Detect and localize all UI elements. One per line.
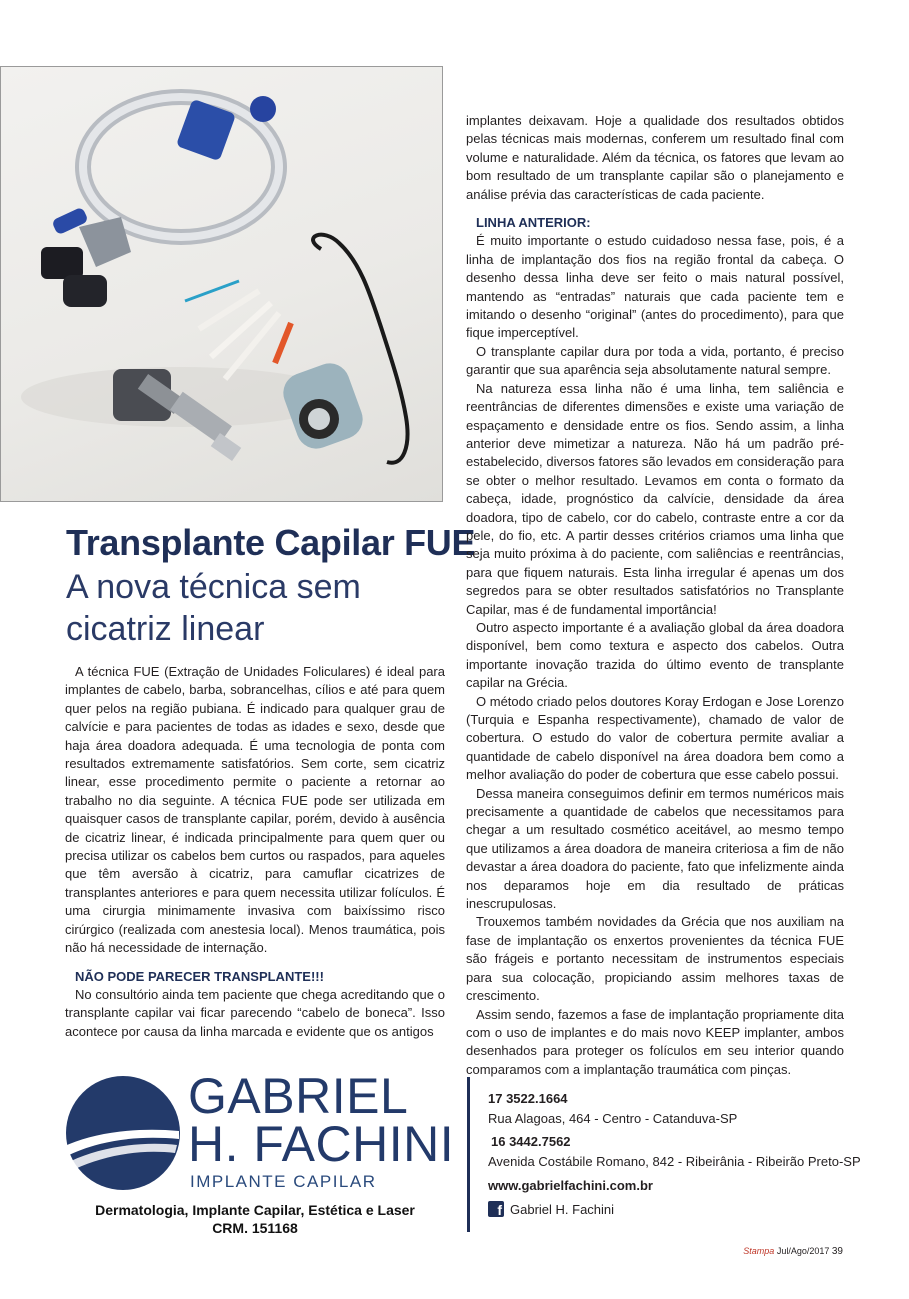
phone-2: 16 3442.7562 bbox=[491, 1134, 571, 1149]
divider bbox=[467, 1077, 470, 1232]
crm-number: CRM. 151168 bbox=[212, 1220, 298, 1236]
article-title: Transplante Capilar FUE bbox=[66, 522, 476, 563]
website-link[interactable]: www.gabrielfachini.com.br bbox=[488, 1178, 653, 1193]
paragraph: Dessa maneira conseguimos definir em termos numéricos mais precisamente a quantidade de cabelos que necessitamos para chegar a um resultado cosmético aceitável, ao mesmo tempo que utilizamos a área doadora de maneira criteriosa a fim de não devastar a área doadora do paciente, fato que infelizmente ainda nos deparamos hoje em dia resultado de práticas inescrupulosas. bbox=[466, 785, 844, 912]
page-folio bbox=[743, 1246, 843, 1257]
paragraph: Na natureza essa linha não é uma linha, tem saliência e reentrâncias de diferentes dimensões e existe uma variação de espaçamento e densidade entre os fios. Sendo assim, a linha anterior deve mimetizar a natureza. Não há um padrão pré-estabelecido, diversos fatores são levados em consideração para se obter o melhor resultado. Levamos em conta o formato da cabeça, idade, prognóstico da calvície, densidade da área doadora, tipo de cabelo, cor do cabelo, contraste entre a cor da pele, do fio, etc. A partir desses critérios criamos uma linha que seja muito próxima à do paciente, com saliências e reentrâncias, para que fiquem naturais. Esta linha irregular é apenas um dos segredos para se obter resultados satisfatórios no Transplante Capilar, mas é de fundamental importância! bbox=[466, 380, 844, 617]
paragraph: O método criado pelos doutores Koray Erdogan e Jose Lorenzo (Turquia e Espanha respectivamente), chamado de valor de cobertura. O estudo do valor de cobertura permite avaliar a quantidade de cabelo disponível na área doadora bem como a melhor avaliação do poder de cobertura que esse cabelo possui. bbox=[466, 693, 844, 783]
page-number: 39 bbox=[831, 1246, 843, 1257]
equipment-photo bbox=[0, 66, 443, 502]
address-1: Rua Alagoas, 464 - Centro - Catanduva-SP bbox=[488, 1111, 738, 1126]
article-subtitle: A nova técnica sem cicatriz linear bbox=[66, 568, 361, 648]
paragraph: Trouxemos também novidades da Grécia que nos auxiliam na fase de implantação os enxertos provenientes da técnica FUE são frágeis e portanto necessitam de instrumentos especiais para sua colocação, propiciando assim melhores taxas de crescimento. bbox=[466, 914, 844, 1004]
paragraph: O transplante capilar dura por toda a vida, portanto, é preciso garantir que sua aparência seja absolutamente natural sempre. bbox=[466, 343, 844, 378]
paragraph: No consultório ainda tem paciente que chega acreditando que o transplante capilar vai ficar parecendo “cabelo de boneca”. Isso acontece por causa da linha marcada e evidente que os antigos bbox=[65, 986, 445, 1039]
specialty-text: Dermatologia, Implante Capilar, Estética e Laser bbox=[95, 1202, 415, 1218]
logo-wordmark bbox=[188, 1068, 455, 1172]
section-heading: LINHA ANTERIOR: bbox=[476, 215, 591, 231]
facebook-icon: f bbox=[488, 1201, 504, 1217]
article-column-right bbox=[466, 112, 844, 1079]
equipment-illustration bbox=[1, 67, 443, 502]
facebook-link[interactable]: Gabriel H. Fachini bbox=[510, 1202, 615, 1217]
article-column-left bbox=[65, 663, 445, 1041]
specialty-block bbox=[70, 1201, 440, 1237]
issue-date: Jul/Ago/2017 bbox=[776, 1246, 830, 1256]
paragraph: Outro aspecto importante é a avaliação global da área doadora disponível, bem como textura e aspecto dos cabelos. Outra importante inovação trazida do último evento de transplante capilar na Grécia. bbox=[466, 619, 844, 691]
section-heading: NÃO PODE PARECER TRANSPLANTE!!! bbox=[75, 968, 324, 984]
logo-globe-icon bbox=[65, 1075, 181, 1191]
paragraph: A técnica FUE (Extração de Unidades Foliculares) é ideal para implantes de cabelo, barba, sobrancelhas, cílios e até para quem quer pelos na região pubiana. É indicado para qualquer grau de calvície e para pacientes de todas as idades e sexo, desde que haja área doadora adequada. É uma tecnologia de ponta com resultados extremamente satisfatórios. Sem corte, sem cicatriz linear, esse procedimento permite o paciente a retornar ao trabalho no dia seguinte. A técnica FUE pode ser utilizada em quaisquer casos de transplante capilar, porém, devido à ausência de cicatriz linear, é indicada principalmente para quem quer ou precisa utilizar os cabelos bem curtos ou raspados, para aqueles que têm aversão à cicatriz, para camuflar cicatrizes de transplantes anteriores e para quem necessita utilizar folículos. É uma cirurgia minimamente invasiva com baixíssimo risco cirúrgico (realizada com anestesia local). Menos traumática, pois não há necessidade de internação. bbox=[65, 664, 445, 956]
phone-1: 17 3522.1664 bbox=[488, 1091, 568, 1106]
magazine-name: Stampa bbox=[743, 1246, 775, 1256]
paragraph: É muito importante o estudo cuidadoso nessa fase, pois, é a linha de implantação dos fios na região frontal da cabeça. O desenho dessa linha deve ser feito o mais natural possível, mantendo as “entradas” naturais que cada paciente tem e imitando o desenho “original” (antes do procedimento), para que fique imperceptível. bbox=[466, 233, 844, 341]
logo-name-line1: GABRIEL bbox=[188, 1068, 409, 1124]
logo-tagline: IMPLANTE CAPILAR bbox=[190, 1172, 377, 1191]
paragraph: implantes deixavam. Hoje a qualidade dos resultados obtidos pelas técnicas mais modernas, conferem um resultado final com volume e naturalidade. Além da técnica, os fatores que levam ao bom resultado de um transplante capilar são o planejamento e análise prévia das características de cada paciente. bbox=[466, 113, 844, 202]
paragraph: Assim sendo, fazemos a fase de implantação propriamente dita com o uso de implantes e do mais novo KEEP implanter, ambos desenhados para proteger os folículos em seu interior quando comparamos com a implantação traumática com pinças. bbox=[466, 1006, 844, 1077]
address-2: Avenida Costábile Romano, 842 - Ribeirânia - Ribeirão Preto-SP bbox=[488, 1154, 861, 1169]
logo-name-line2: H. FACHINI bbox=[188, 1116, 455, 1172]
